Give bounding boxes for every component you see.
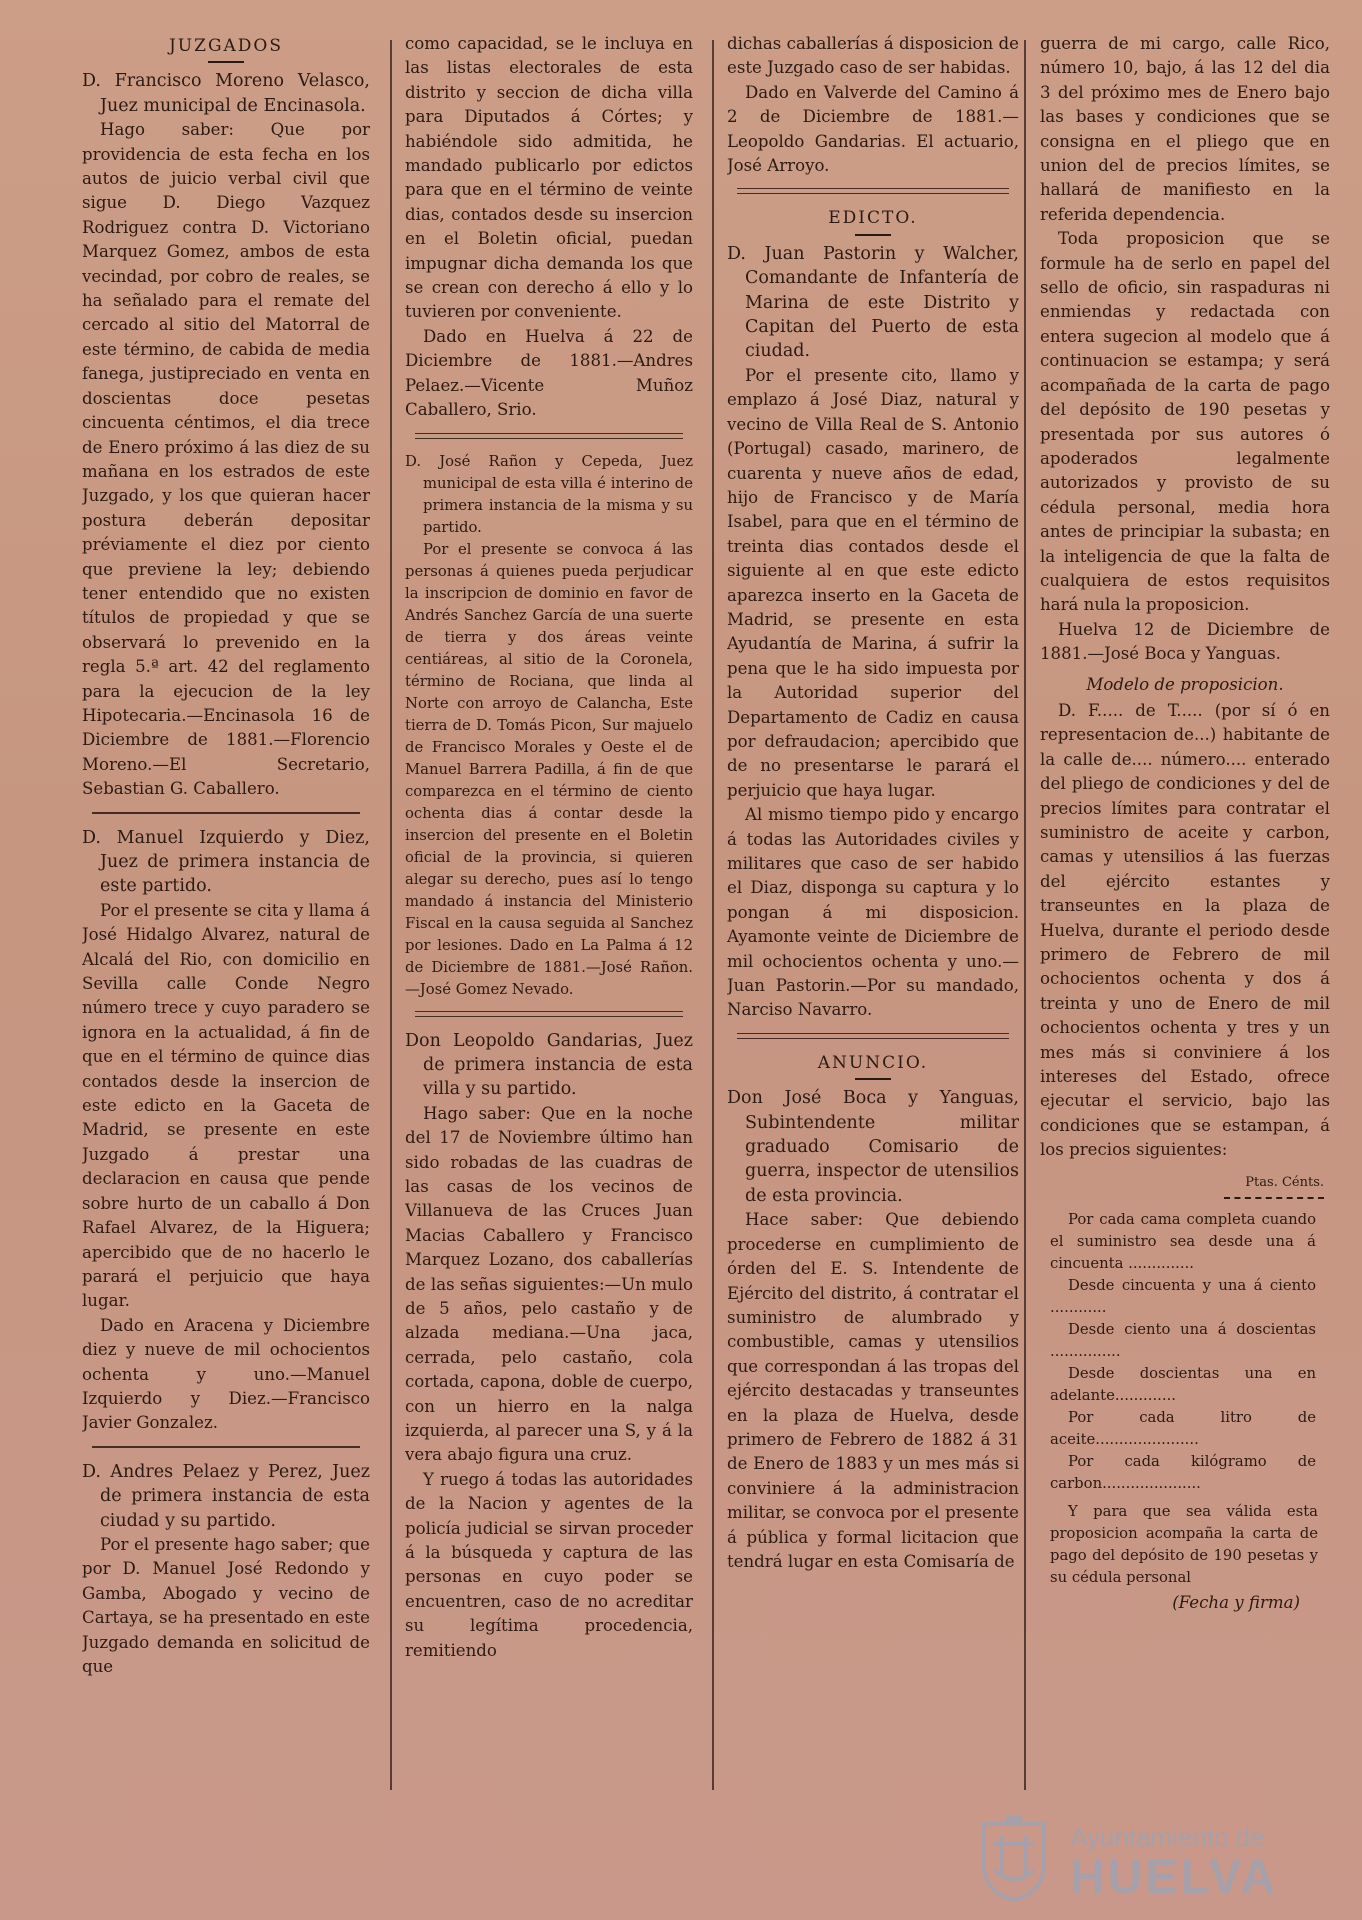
official-name: D. Andres Pelaez y Perez, Juez de primera instancia de esta ciudad y su partido. [82, 1461, 370, 1531]
heading-dash [855, 1078, 891, 1080]
gandarias-notice [405, 1029, 693, 1664]
notice-body: como capacidad, se le incluya en las listas electorales de esta distrito y seccion de dicha villa para Diputados á Córtes; y habiéndole sido admitida, he mandado publicarlo por edictos para que en el término de veinte dias, contados desde su insercion en el Boletin oficial, puedan impugnar dicha demanda los que se crean con derecho á ello y lo tuvieren por conveniente. [405, 34, 693, 322]
model-closing: Y para que sea válida esta proposicion acompaña la carta de pago del depósito de 190 pesetas y su cédula personal [1050, 1503, 1318, 1587]
notice-body: Por el presente se convoca á las personas á quienes pueda perjudicar la inscripcion de dominio en favor de Andrés Sanchez García de una suerte de tierra y dos áreas veinte centiáreas, al sitio de la Coronela, término de Rociana, que linda al Norte con arroyo de Calancha, Este tierra de D. Tomás Picon, Sur majuelo de Francisco Morales y Oeste el de Manuel Barrera Padilla, á fin de que comparezca en el término de ciento ochenta dias á contar desde la insercion del presente en el Boletin oficial de la provincia, si quieren alegar su derecho, pues así lo tengo mandado á instancia del Ministerio Fiscal en la causa seguida al Sanchez por lesiones. Dado en La Palma á 12 de Diciembre de 1881.—José Rañon.—José Gomez Nevado. [405, 540, 693, 998]
pelaez-continued [405, 32, 693, 423]
price-column-header: Ptas. Cénts. [1245, 1174, 1324, 1190]
edicto-section [727, 206, 1019, 1022]
price-row: Por cada kilógramo de carbon..................... [1050, 1453, 1316, 1493]
section-heading: EDICTO. [828, 208, 918, 229]
official-name: D. Manuel Izquierdo y Diez, Juez de primera instancia de este partido. [82, 827, 370, 897]
notice-signature: Dado en Huelva á 22 de Diciembre de 1881.—Andres Pelaez.—Vicente Muñoz Caballero, Srio. [405, 326, 693, 420]
pelaez-notice [82, 1460, 370, 1680]
price-row: Desde ciento una á doscientas ............... [1050, 1321, 1316, 1361]
column-rule [1024, 40, 1026, 1790]
column-1 [82, 32, 370, 1880]
model-title: Modelo de proposicion. [1086, 674, 1284, 694]
watermark-line-1: Ayuntamiento de [1070, 1822, 1265, 1852]
heading-dash [208, 61, 244, 63]
notice-separator [737, 1033, 1009, 1039]
notice-body: Hago saber: Que por providencia de esta fecha en los autos de juicio verbal civil que sigue D. Diego Vazquez Rodriguez contra D. Victoriano Marquez Gomez, ambos de esta vecindad, por cobro de reales, se ha señalado para el remate del cercado al sitio del Matorral de este término, de cabida de media fanega, justipreciado en venta en doscientas doce pesetas cincuenta céntimos, el dia trece de Enero próximo á las diez de su mañana en los estrados de este Juzgado, y los que quieran hacer postura deberán depositar préviamente el diez por ciento que previene la ley; debiendo tener entendido que no existen títulos de propiedad y que se observará lo prevenido en la regla 5.ª art. 42 del reglamento para la ejecucion de la ley Hipotecaria.—Encinasola 16 de Diciembre de 1881.—Florencio Moreno.—El Secretario, Sebastian G. Caballero. [82, 120, 370, 799]
notice-body: Hace saber: Que debiendo procederse en cumplimiento de órden del E. S. Intendente de Ejército del distrito, á contratar el suministro de alumbrado y combustible, camas y utensilios que correspondan á las tropas del ejército destacadas y transeuntes en la plaza de Huelva, desde primero de Febrero de 1882 á 31 de Enero de 1883 y un mes más si conviniere á la administracion militar, se convoca por el presente á pública y formal licitacion que tendrá lugar en esta Comisaría de [727, 1210, 1019, 1571]
notice-signature: Dado en Aracena y Diciembre diez y nueve de mil ochocientos ochenta y uno.—Manuel Izquierdo y Diez.—Francisco Javier Gonzalez. [82, 1315, 370, 1433]
anuncio-continued [1040, 32, 1330, 667]
notice-body: Por el presente hago saber; que por D. Manuel José Redondo y Gamba, Abogado y vecino de Cartaya, se ha presentado en este Juzgado demanda en solicitud de que [82, 1534, 370, 1676]
notice-body-2: Toda proposicion que se formule ha de serlo en papel del sello de oficio, sin raspaduras ni enmiendas y redactada con entera sugecion al modelo que á continuacion se estampa; y será acompañada de la carta de pago del depósito de 190 pesetas y presentada por sus autores ó apoderados legalmente autorizados y provisto de su cédula personal, media hora antes de principiar la subasta; en la inteligencia de que la falta de cualquiera de estos requisitos hará nula la proposicion. [1040, 229, 1330, 615]
notice-separator [92, 1446, 360, 1448]
model-body: D. F..... de T..... (por sí ó en representacion de...) habitante de la calle de.... número.... enterado del pliego de condiciones y del de precios límites para contratar el suministro de aceite y carbon, camas y utensilios á las fuerzas del ejército estantes y transeuntes en la plaza de Huelva, durante el periodo desde primero de Febrero de mil ochocientos ochenta y dos á treinta y uno de Enero de mil ochocientos ochenta y tres y un mes más si conviniere á los intereses del Estado, ofrece ejecutar el servicio, bajo las condiciones que se estampan, á los precios siguientes: [1040, 700, 1330, 1160]
gandarias-continued [727, 32, 1019, 178]
price-row: Desde cincuenta y una á ciento ............ [1050, 1277, 1316, 1317]
price-header-rule [1224, 1197, 1324, 1199]
column-4 [1040, 32, 1330, 1880]
official-name: D. Francisco Moreno Velasco, Juez municipal de Encinasola. [82, 71, 370, 116]
notice-body: guerra de mi cargo, calle Rico, número 10, bajo, á las 12 del dia 3 del próximo mes de Enero bajo las bases y condiciones que se consigna en el pliego que en union del de precios límites, se hallará de manifiesto en la referida dependencia. [1040, 34, 1330, 224]
column-3 [727, 32, 1019, 1880]
official-name: D. José Rañon y Cepeda, Juez municipal de esta villa é interino de primera instancia de la misma y su partido. [405, 452, 693, 536]
signature-placeholder: (Fecha y firma) [1172, 1593, 1300, 1613]
modelo-proposicion [1040, 673, 1330, 1616]
ranon-notice [405, 451, 693, 1001]
notice-separator [415, 1011, 683, 1017]
price-row: Por cada litro de aceite...................... [1050, 1409, 1316, 1449]
notice-separator [415, 433, 683, 439]
section-heading: JUZGADOS [168, 36, 284, 56]
anuncio-section [727, 1051, 1019, 1575]
column-rule [712, 40, 714, 1790]
heading-dash [855, 234, 891, 236]
official-name: Don José Boca y Yanguas, Subintendente militar graduado Comisario de guerra, inspector de utensilios de esta provincia. [727, 1088, 1019, 1206]
izquierdo-notice [82, 826, 370, 1436]
notice-body: Por el presente se cita y llama á José Hidalgo Alvarez, natural de Alcalá del Rio, con domicilio en Sevilla calle Conde Negro número trece y cuyo paradero se ignora en la actualidad, á fin de que en el término de quince dias contados desde la insercion de este edicto en la Gaceta de Madrid, se presente en este Juzgado á prestar una declaracion en causa que pende sobre hurto de un caballo á Don Rafael Alvarez, de la Higuera; apercibido que de no hacerlo le parará el perjuicio que haya lugar. [82, 900, 370, 1311]
archive-watermark [978, 1810, 1318, 1906]
notice-body: dichas caballerías á disposicion de este Juzgado caso de ser habidas. [727, 34, 1019, 78]
column-2 [405, 32, 693, 1880]
official-name: Don Leopoldo Gandarias, Juez de primera instancia de esta villa y su partido. [405, 1030, 693, 1100]
price-row: Desde doscientas una en adelante............. [1050, 1365, 1316, 1405]
watermark-line-2: HUELVA [1070, 1851, 1279, 1904]
notice-separator [92, 812, 360, 814]
notice-separator [737, 188, 1009, 194]
notice-body: Hago saber: Que en la noche del 17 de Noviembre último han sido robadas de las cuadras de las casas de los vecinos de Villanueva de las Cruces Juan Macias Caballero y Francisco Marquez Lozano, dos caballerías de las señas siguientes:—Un mulo de 5 años, pelo castaño y de alzada mediana.—Una jaca, cerrada, pelo castaño, cola cortada, capona, doble de cuerpo, con un hierro en la nalga izquierda, al parecer una S, y á la vera abajo figura una cruz. [405, 1103, 693, 1465]
column-rule [390, 40, 392, 1790]
notice-body-2: Al mismo tiempo pido y encargo á todas las Autoridades civiles y militares que caso de ser habido el Diaz, disponga su captura y lo pongan á mi disposicion. Ayamonte veinte de Diciembre de mil ochocientos ochenta y uno.—Juan Pastorin.—Por su mandado, Narciso Navarro. [727, 805, 1019, 1020]
section-heading: ANUNCIO. [817, 1052, 929, 1073]
notice-signature: Dado en Valverde del Camino á 2 de Diciembre de 1881.—Leopoldo Gandarias. El actuario, José Arroyo. [727, 82, 1019, 176]
official-name: D. Juan Pastorin y Walcher, Comandante de Infantería de Marina de este Distrito y Capitan del Puerto de esta ciudad. [727, 243, 1019, 362]
price-row: Por cada cama completa cuando el suministro sea desde una á cincuenta .............. [1050, 1211, 1316, 1273]
notice-body: Por el presente cito, llamo y emplazo á José Diaz, natural y vecino de Villa Real de S. Antonio (Portugal) casado, marinero, de cuarenta y nueve años de edad, hijo de Francisco y de María Isabel, para que en el término de treinta dias contados desde el siguiente al en que este edicto aparezca inserto en la Gaceta de Madrid, se presente en esta Ayudantía de Marina, á sufrir la pena que le ha sido impuesta por la Autoridad superior del Departamento de Cadiz en causa por defraudacion; apercibido que de no presentarse le parará el perjuicio que haya lugar. [727, 365, 1019, 800]
notice-signature: Huelva 12 de Diciembre de 1881.—José Boca y Yanguas. [1040, 619, 1330, 664]
notice-body-2: Y ruego á todas las autoridades de la Nacion y agentes de la policía judicial se sirvan proceder á la búsqueda y captura de las personas en cuyo poder se encuentren, caso de no acreditar su legítima procedencia, remitiendo [405, 1469, 693, 1660]
juzgados-section [82, 34, 370, 802]
city-crest-icon [978, 1814, 1050, 1902]
price-table [1050, 1209, 1316, 1495]
